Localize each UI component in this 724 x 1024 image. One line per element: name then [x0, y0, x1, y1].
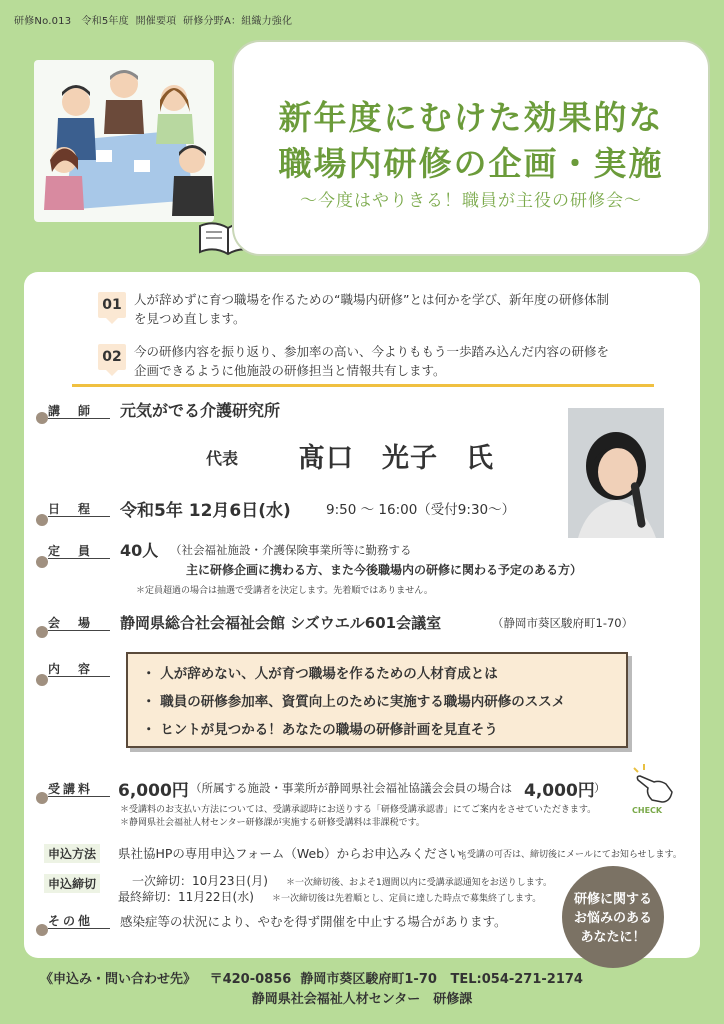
header-line	[14, 12, 292, 27]
callout-line-3: あなたに！	[580, 930, 646, 945]
capacity-count: 40人	[120, 541, 159, 560]
apply-text: 県社協HPの専用申込フォーム（Web）からお申込みください。	[118, 846, 475, 861]
apply-label: 申込方法	[44, 844, 100, 863]
label-underline	[48, 558, 110, 559]
other-text: 感染症等の状況により、やむを得ず開催を中止する場合があります。	[120, 914, 507, 929]
title-subtitle: 〜今度はやりきる！職員が主役の研修会〜	[300, 191, 642, 211]
content-item: ・ 人が辞めない、人が育つ職場を作るための人材育成とは	[142, 666, 498, 682]
content-box	[126, 652, 628, 748]
lecturer-photo	[568, 408, 664, 538]
contact-address: 静岡市葵区駿府町1-70	[300, 972, 437, 987]
callout-line-2: お悩みのある	[573, 911, 652, 926]
capacity-note: ＊定員超過の場合は抽選で受講者を決定します。先着順ではありません。	[136, 586, 433, 596]
point-1-line-2: を見つめ直します。	[134, 311, 246, 326]
deadline-first: 一次締切：10月23日(月)	[132, 874, 268, 888]
deadline-first-note: ＊一次締切後、およそ1週間以内に受講承認通知をお送りします。	[286, 878, 553, 888]
lecturer-role: 代表	[206, 449, 239, 468]
content-label: 内 容	[48, 662, 94, 676]
fee-member-text: （所属する施設・事業所が静岡県社会福祉協議会会員の場合は	[190, 781, 512, 795]
venue-address: （静岡市葵区駿府町1-70）	[492, 616, 634, 630]
apply-note: ＊受講の可否は、締切後にメールにてお知らせします。	[458, 850, 682, 860]
footer-contact	[40, 968, 690, 987]
contact-label: 《申込み・問い合わせ先》	[40, 972, 197, 987]
venue-name: 静岡県総合社会福祉会館 シズウエル601会議室	[120, 614, 442, 632]
capacity-label: 定 員	[48, 544, 94, 558]
bullet-dot	[36, 626, 48, 638]
check-label: CHECK	[632, 806, 663, 815]
content-item: ・ ヒントが見つかる！あなたの職場の研修計画を見直そう	[142, 722, 498, 738]
schedule-label: 日 程	[48, 502, 94, 516]
deadline-label: 申込締切	[44, 874, 100, 893]
label-underline	[48, 676, 110, 677]
content-item: ・ 職員の研修参加率、資質向上のために実施する職場内研修のススメ	[142, 694, 566, 710]
lecturer-label: 講 師	[48, 404, 94, 418]
label-underline	[48, 928, 110, 929]
lecturer-name: 髙口 光子 氏	[298, 443, 494, 474]
fee-member-amount: 4,000円	[524, 781, 595, 801]
pointing-hand-icon	[630, 762, 680, 812]
divider-line	[72, 384, 654, 387]
bullet-dot	[36, 514, 48, 526]
bullet-dot	[36, 674, 48, 686]
other-label: その他	[48, 914, 94, 928]
point-2-line-1: 今の研修内容を振り返り、参加率の高い、今よりももう一歩踏み込んだ内容の研修を	[134, 344, 610, 359]
title-line-1: 新年度にむけた効果的な	[278, 98, 664, 137]
capacity-desc-1: （社会福祉施設・介護保険事業所等に勤務する	[170, 543, 412, 557]
title-box	[232, 40, 710, 256]
title-line-2: 職場内研修の企画・実施	[278, 144, 664, 183]
bullet-dot	[36, 792, 48, 804]
bullet-dot	[36, 556, 48, 568]
label-underline	[48, 516, 110, 517]
capacity-desc-2: 主に研修企画に携わる方、また今後職場内の研修に関わる予定のある方）	[186, 563, 583, 577]
point-number-2: 02	[98, 344, 126, 370]
callout-line-1: 研修に関する	[573, 892, 652, 907]
schedule-time: 9:50 〜 16:00（受付9:30〜）	[326, 502, 516, 518]
bullet-dot	[36, 924, 48, 936]
lecturer-org: 元気がでる介護研究所	[120, 401, 281, 420]
schedule-date: 令和5年 12月6日(水)	[120, 501, 291, 521]
meeting-illustration	[34, 60, 214, 222]
deadline-final: 最終締切：11月22日(水)	[118, 890, 254, 904]
point-1-line-1: 人が辞めずに育つ職場を作るための“職場内研修”とは何かを学び、新年度の研修体制	[134, 292, 609, 307]
fee-note-2: ＊静岡県社会福祉人材センター研修課が実施する研修受講料は非課税です。	[120, 818, 425, 828]
deadline-final-note: ＊一次締切後は先着順とし、定員に達した時点で募集終了します。	[272, 894, 542, 904]
fee-amount: 6,000円	[118, 781, 189, 801]
label-underline	[48, 796, 110, 797]
venue-label: 会 場	[48, 616, 94, 630]
footer-org: 静岡県社会福祉人材センター 研修課	[251, 992, 473, 1007]
postal-code: 〒420-0856	[209, 972, 292, 987]
fee-close-paren: ）	[594, 781, 606, 795]
fee-note-1: ＊受講料のお支払い方法については、受講承認時にお送りする「研修受講承認書」にてご案内をさせていただきます。	[120, 805, 597, 815]
fiscal-year: 令和5年度	[81, 16, 129, 27]
training-field: 研修分野A：組織力強化	[183, 16, 293, 27]
callout-circle	[562, 866, 664, 968]
bullet-dot	[36, 412, 48, 424]
point-number-1: 01	[98, 292, 126, 318]
doc-type: 開催要項	[135, 16, 177, 27]
contact-tel: TEL:054-271-2174	[450, 972, 583, 987]
label-underline	[48, 630, 110, 631]
label-underline	[48, 418, 110, 419]
fee-label: 受講料	[48, 782, 94, 796]
point-2-line-2: 企画できるように他施設の研修担当と情報共有します。	[134, 363, 446, 378]
doc-number: 研修No.013	[14, 16, 72, 27]
